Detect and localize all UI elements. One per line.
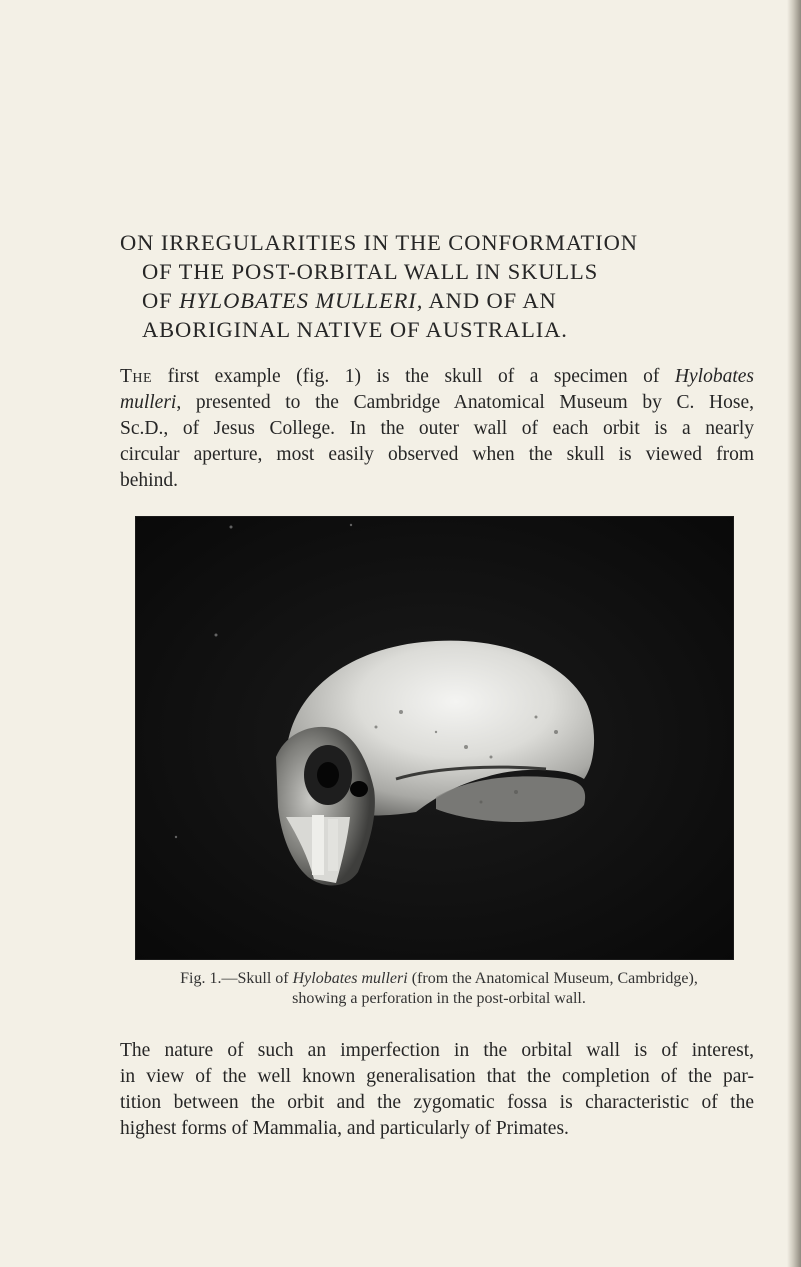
text-span: first example (fig. 1) is the skull of a specimen of <box>152 366 675 387</box>
text-line: behind. <box>120 470 178 491</box>
paragraph-discussion <box>120 1038 754 1142</box>
text-line <box>120 364 754 390</box>
paragraph-intro <box>120 364 754 494</box>
lead-word: The <box>120 366 153 387</box>
title-text: OF <box>142 288 173 313</box>
species-name: Hylobates mulleri <box>292 970 408 987</box>
species-name: Hylobates <box>674 366 754 387</box>
title-line: ON IRREGULARITIES IN THE CONFORMATION <box>120 230 638 255</box>
caption-text: (from the Anatomical Museum, Cambridge), <box>407 970 698 987</box>
text-line <box>120 390 754 416</box>
title-line: OF THE POST-ORBITAL WALL IN SKULLS <box>142 259 599 284</box>
text-span: , presented to the Cambridge Anatomical Museum by C. Hose, <box>176 392 754 413</box>
caption-line: showing a perforation in the post-orbital wall. <box>292 990 586 1007</box>
text-line: The nature of such an imperfection in the orbital wall is of interest, <box>120 1040 754 1061</box>
text-line: tition between the orbit and the zygomatic fossa is characteristic of the <box>120 1092 754 1113</box>
article-title <box>120 228 760 344</box>
caption-text: Fig. 1.—Skull of <box>180 970 293 987</box>
figure-skull-photograph <box>135 516 734 960</box>
text-line: in view of the well known generalisation that the completion of the par- <box>120 1066 754 1087</box>
skull-photo-image <box>136 517 733 959</box>
text-line: Sc.D., of Jesus College. In the outer wall of each orbit is a nearly <box>120 418 754 439</box>
page-edge-shadow <box>787 0 801 1267</box>
species-name: mulleri <box>120 392 177 413</box>
text-line: circular aperture, most easily observed when the skull is viewed from <box>120 444 754 465</box>
species-name: HYLOBATES MULLERI, <box>179 288 424 313</box>
caption-line <box>159 969 719 989</box>
figure-caption <box>159 969 719 1009</box>
title-line <box>120 286 760 315</box>
title-line: ABORIGINAL NATIVE OF AUSTRALIA. <box>142 317 568 342</box>
title-text: AND OF AN <box>428 288 557 313</box>
text-line: highest forms of Mammalia, and particularly of Primates. <box>120 1118 569 1139</box>
